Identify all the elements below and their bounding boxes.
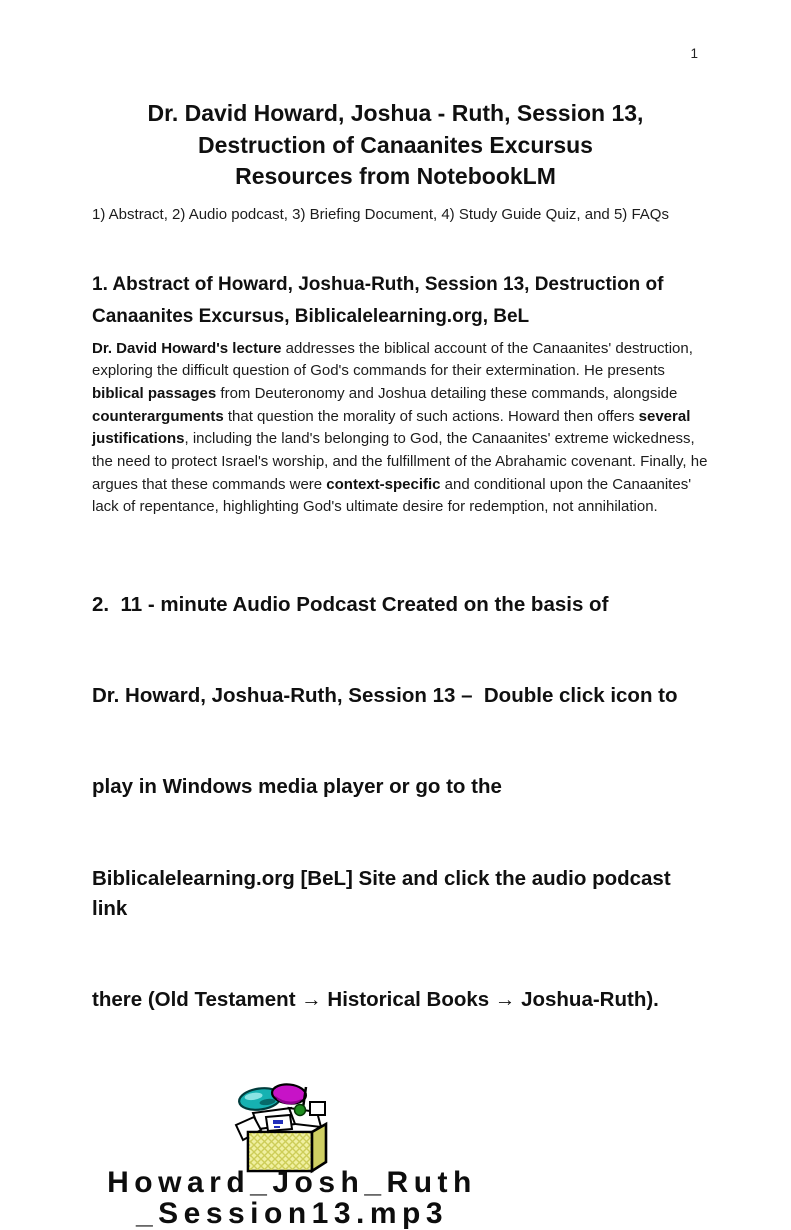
abstract-heading-line-2: Canaanites Excursus, Biblicalelearning.org, BeL (92, 305, 530, 327)
paper-mark (273, 1120, 283, 1124)
abstract-segment: from Deuteronomy and Joshua detailing these commands, alongside (216, 384, 678, 402)
box-side (312, 1124, 326, 1171)
abstract-paragraph (92, 338, 716, 520)
carton-icon (310, 1102, 325, 1115)
box-front-hatch (249, 1133, 311, 1170)
audio-file-icon[interactable] (233, 1082, 330, 1174)
abstract-segment: and conditional upon the Canaanites' lack of repentance, highlighting God's ultimate desire for redemption, not annihilation. (92, 475, 692, 516)
resource-list: 1) Abstract, 2) Audio podcast, 3) Briefing Document, 4) Study Guide Quiz, and 5) FAQs (92, 205, 669, 223)
page-number: 1 (690, 46, 698, 61)
abstract-section-heading (92, 269, 699, 333)
podcast-section-heading (92, 529, 699, 1076)
abstract-segment: , including the land's belonging to God, the Canaanites' extreme wickedness, the need to protect Israel's worship, and the fulfillment of the Abrahamic covenant. Finally, he argues that these commands were (92, 430, 708, 493)
podcast-heading-line-2: Dr. Howard, Joshua-Ruth, Session 13 – Double click icon to (92, 684, 678, 708)
abstract-segment: context-specific (326, 475, 441, 493)
abstract-segment: addresses the biblical account of the Canaanites' destruction, exploring the difficult question of God's commands for their extermination. He presents (92, 339, 693, 380)
abstract-segment: Dr. David Howard's lecture (92, 339, 282, 357)
document-title-line-3: Resources from NotebookLM (235, 163, 556, 189)
abstract-segment: biblical passages (92, 384, 217, 402)
podcast-heading-line-3: play in Windows media player or go to the (92, 775, 502, 799)
document-title-line-2: Destruction of Canaanites Excursus (198, 131, 593, 158)
audio-filename (94, 1167, 490, 1229)
media-package-icon (233, 1082, 330, 1174)
podcast-heading-line-1: 2. 11 - minute Audio Podcast Created on the basis of (92, 592, 609, 616)
audio-filename-line-1: Howard_Josh_Ruth (107, 1166, 477, 1200)
abstract-segment: that question the morality of such actions. Howard then offers (223, 407, 639, 425)
document-title-line-1: Dr. David Howard, Joshua - Ruth, Session 13, (147, 100, 644, 126)
abstract-segment: counterarguments (92, 407, 224, 425)
document-title (92, 98, 699, 193)
abstract-heading-line-1: 1. Abstract of Howard, Joshua-Ruth, Session 13, Destruction of (92, 273, 664, 295)
audio-filename-line-2: _Session13.mp3 (135, 1197, 449, 1230)
note-head (295, 1105, 306, 1116)
podcast-heading-line-4: Biblicalelearning.org [BeL] Site and click the audio podcast link (92, 866, 677, 920)
paper-mark (274, 1126, 280, 1128)
podcast-heading-line-5: there (Old Testament → Historical Books → Joshua-Ruth). (92, 988, 659, 1012)
abstract-segment: several justifications (92, 407, 691, 448)
